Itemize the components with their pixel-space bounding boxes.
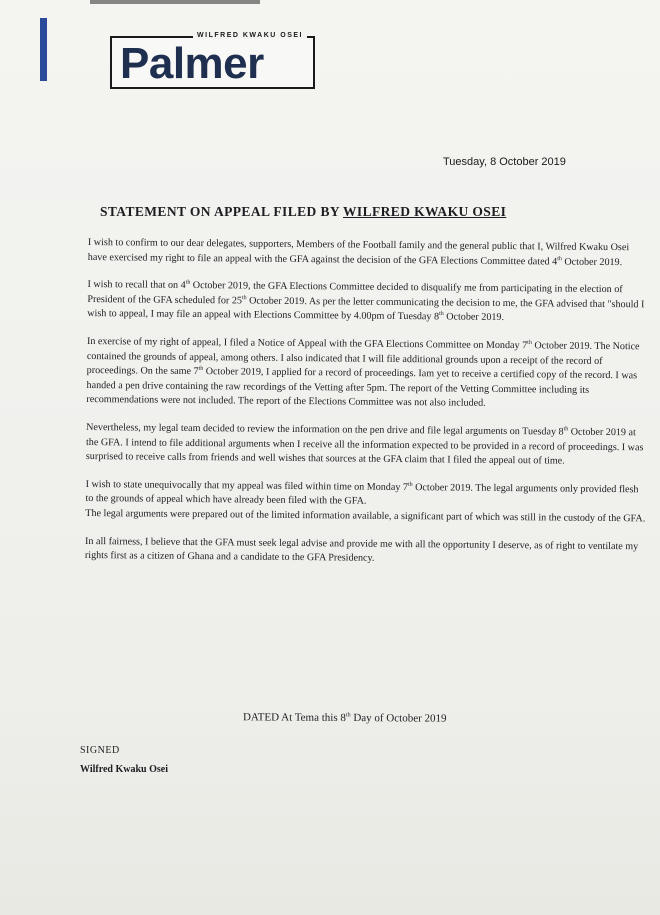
title-name: WILFRED KWAKU OSEI bbox=[343, 204, 507, 219]
ordinal-suffix: th bbox=[345, 712, 351, 719]
palmer-logo bbox=[110, 32, 315, 89]
scan-edge-mark bbox=[90, 0, 260, 4]
paragraph-appeal-filing bbox=[86, 335, 647, 413]
text-run: October 2019. The legal arguments only provided flesh to the grounds of appeal which have already been filed with the GFA. bbox=[85, 481, 639, 507]
text-run: October 2019. bbox=[561, 256, 623, 268]
signed-label: SIGNED bbox=[80, 745, 120, 756]
ordinal-suffix: th bbox=[407, 481, 413, 488]
letterhead-accent-bar bbox=[40, 18, 47, 81]
ordinal-suffix: th bbox=[557, 255, 562, 262]
ordinal-suffix: th bbox=[185, 279, 191, 286]
text-run: I wish to confirm to our dear delegates, supporters, Members of the Football family and the general public that I, Wilfred Kwaku Osei have exercised my right to file an appeal with the GFA against the decision of the GFA Elections Committee dated 4 bbox=[87, 236, 630, 268]
letter-date: Tuesday, 8 October 2019 bbox=[443, 156, 566, 168]
text-run: October 2019. The Notice contained the grounds of appeal, among others. I also indicated that I will file additional grounds upon a receipt of the record of proceedings. On the same 7 bbox=[86, 340, 640, 378]
paragraph-recall bbox=[87, 278, 647, 327]
text-run: In exercise of my right of appeal, I filed a Notice of Appeal with the GFA Elections Committee on Monday 7 bbox=[86, 335, 528, 352]
text-run: October 2019. As per the letter communicating the decision to me, the GFA advised that "should I wish to appeal, I may file an appeal with Elections Committee by 4.00pm of Tuesday 8 bbox=[87, 295, 645, 323]
logo-subtitle: WILFRED KWAKU OSEI bbox=[193, 32, 307, 39]
dated-line bbox=[243, 711, 447, 724]
paragraph-legal-review bbox=[86, 421, 646, 470]
statement-body bbox=[85, 236, 648, 582]
statement-title bbox=[100, 204, 506, 220]
ordinal-suffix: th bbox=[241, 294, 247, 301]
title-prefix: STATEMENT ON APPEAL FILED BY bbox=[100, 204, 344, 219]
paragraph-timeliness bbox=[85, 478, 645, 527]
ordinal-suffix: th bbox=[439, 311, 444, 318]
signatory-name: Wilfred Kwaku Osei bbox=[80, 764, 168, 775]
text-run: Day of October 2019 bbox=[350, 712, 447, 725]
paragraph-fairness: In all fairness, I believe that the GFA must seek legal advise and provide me with all the opportunity I deserve, as of right to ventilate my rights first as a citizen of Ghana and a candidate to the GFA Presidency. bbox=[84, 535, 639, 564]
text-run: Nevertheless, my legal team decided to review the information on the pen drive and file legal arguments on Tuesday 8 bbox=[86, 421, 564, 438]
text-run: The legal arguments were prepared out of the limited information available, a significant part of which was still in the custody of the GFA. bbox=[85, 507, 646, 525]
text-run: I wish to state unequivocally that my appeal was filed within time on Monday 7 bbox=[85, 478, 409, 493]
ordinal-suffix: th bbox=[527, 339, 532, 346]
text-run: DATED At Tema this 8 bbox=[242, 711, 346, 725]
ordinal-suffix: th bbox=[563, 426, 569, 433]
ordinal-suffix: th bbox=[198, 365, 204, 372]
text-run: I wish to recall that on 4 bbox=[87, 279, 186, 292]
text-run: October 2019, the GFA Elections Committee decided to disqualify me from participating in the election of President of the GFA scheduled for 25 bbox=[87, 280, 623, 307]
text-run: October 2019. bbox=[443, 311, 505, 324]
paragraph-confirmation bbox=[88, 236, 648, 271]
logo-wordmark: Palmer bbox=[120, 39, 264, 88]
text-run: October 2019, I applied for a record of proceedings. Iam yet to receive a certified copy of the record. I was handed a pen drive containing the raw recordings of the Vetting after 5pm. The report of the Vetting Committee including its recommendations were not included. The report of the Elections Committee was not also included. bbox=[86, 366, 638, 410]
text-run: October 2019 at the GFA. I intend to file additional arguments when I receive all the information expected to be provided in a record of proceedings. I was surprised to receive calls from friends and well wishes that sources at the GFA claim that I filed the appeal out of time. bbox=[85, 426, 644, 467]
